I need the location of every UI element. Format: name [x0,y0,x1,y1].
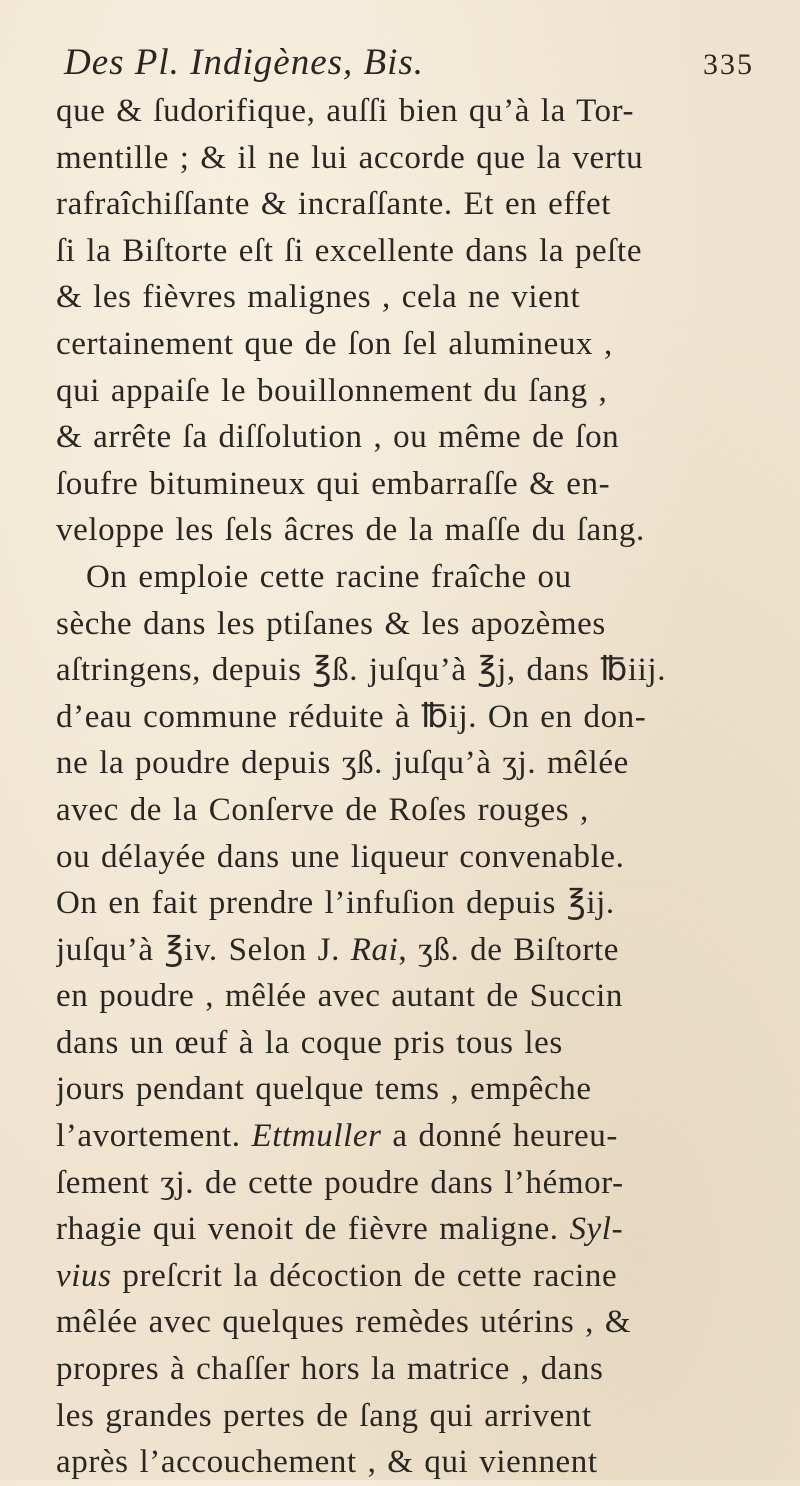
text-line [56,1253,760,1300]
text-line: en poudre , mêlée avec autant de Succin [56,978,623,1015]
text-line [56,927,760,974]
text-line: que & ſudorifique, auſſi bien qu’à la Tor- [56,93,635,129]
author-name: Rai [350,931,399,968]
text-line: après l’accouchement , & qui viennent [56,1444,598,1481]
text-line: dans un œuf à la coque pris tous les [56,1024,563,1061]
text-line: mêlée avec quelques remèdes utérins , & [56,1304,632,1341]
text-line [56,1113,760,1160]
text-line: rafraîchiſſante & incraſſante. Et en effet [56,186,611,223]
text-line: ſi la Biſtorte eſt ſi excellente dans la peſte [56,232,643,269]
text-line: qui appaiſe le bouillonnement du ſang , [56,372,608,409]
text-run: rhagie qui venoit de fièvre maligne. [56,1211,570,1248]
running-head-title: Des Pl. Indigènes, Bis. [64,42,425,83]
text-line: mentille ; & il ne lui accorde que la vertu [56,139,644,176]
text-run: preſcrit la décoction de cette racine [111,1257,618,1294]
text-line: d’eau commune réduite à ℔ij. On en don- [56,698,647,735]
text-line: certainement que de ſon ſel alumineux , [56,325,613,362]
text-line: propres à chaſſer hors la matrice , dans [56,1351,604,1388]
text-line: ſoufre bitumineux qui embarraſſe & en- [56,465,611,502]
text-run: , ʒß. de Biſtorte [398,931,619,968]
text-line: On en fait prendre l’infuſion depuis ℥ij. [56,885,615,922]
text-line: aſtringens, depuis ℥ß. juſqu’à ℥j, dans ℔iij. [56,652,667,689]
text-run: l’avortement. [56,1118,252,1155]
body-text [56,88,760,1486]
text-line: & les fièvres malignes , cela ne vient [56,279,581,316]
page-number: 335 [703,48,754,81]
text-line: ne la poudre depuis ʒß. juſqu’à ʒj. mêlée [56,745,629,782]
text-line: ou délayée dans une liqueur convenable. [56,838,625,875]
text-line: les grandes pertes de ſang qui arrivent [56,1397,592,1434]
author-name: Syl- [569,1211,624,1248]
text-line: & arrête ſa diſſolution , ou même de ſon [56,419,620,456]
paragraph-start-line: On emploie cette racine fraîche ou [86,558,572,595]
text-line [56,1206,760,1253]
running-head [56,38,760,88]
author-name: vius [56,1257,112,1294]
text-line: sèche dans les ptiſanes & les apozèmes [56,605,606,642]
text-line: avec de la Conſerve de Roſes rouges , [56,791,589,828]
text-line: ſement ʒj. de cette poudre dans l’hémor- [56,1164,624,1201]
text-line: jours pendant quelque tems , empêche [56,1071,592,1108]
text-run: a donné heureu- [381,1118,618,1155]
text-run: juſqu’à ℥iv. Selon J. [56,931,351,968]
author-name: Ettmuller [251,1118,382,1155]
text-line: veloppe les ſels âcres de la maſſe du ſang. [56,512,645,549]
